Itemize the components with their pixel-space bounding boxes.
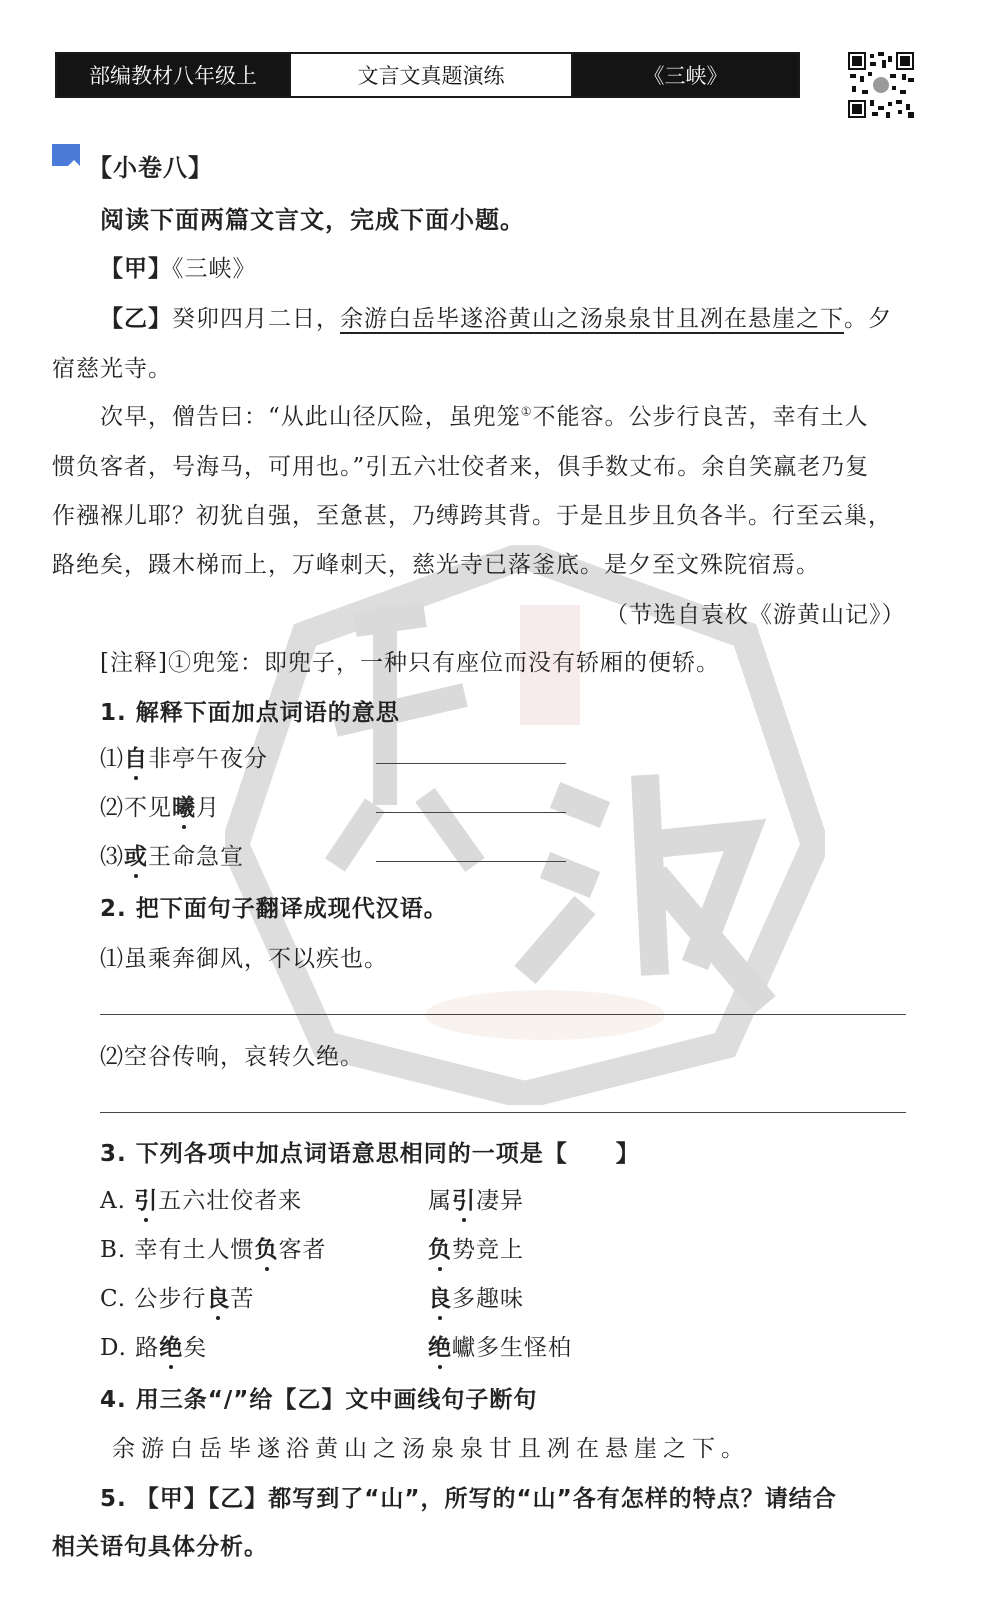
option-text: 势竞上 — [452, 1237, 524, 1263]
yi-p2-l1-a: 次早，僧告曰：“从此山径仄险，虽兜笼 — [100, 404, 521, 430]
answer-line[interactable] — [376, 812, 566, 813]
footnote-label: [注释] — [100, 650, 168, 676]
footnote-text: ①兜笼：即兜子，一种只有座位而没有轿厢的便轿。 — [167, 650, 720, 676]
q3-title: 3. 下列各项中加点词语意思相同的一项是【 】 — [100, 1141, 640, 1167]
option-label: C. — [100, 1286, 135, 1312]
footnote-marker: ① — [520, 404, 533, 419]
header-lesson: 《三峡》 — [573, 54, 798, 96]
dotted-word: 曦 — [172, 795, 196, 821]
jia-heading — [100, 250, 257, 283]
yi-source: （节选自袁枚《游黄山记》） — [605, 602, 906, 628]
option-text: 五六壮佼者来 — [158, 1188, 303, 1214]
q3-option-c-left — [100, 1280, 254, 1313]
bookmark-tag-icon — [52, 144, 80, 166]
q1-item-num: ⑴ — [100, 746, 124, 772]
q3-option-c-right — [428, 1280, 524, 1313]
option-text: 凄异 — [476, 1188, 524, 1214]
yi-p1-a: 癸卯四月二日， — [172, 306, 340, 332]
q3-option-d-left — [100, 1329, 207, 1362]
yi-para1-line2: 宿慈光寺。 — [52, 356, 172, 382]
watermark-seal-icon — [225, 545, 825, 1105]
dotted-word: 负 — [254, 1237, 279, 1263]
option-text: 苦 — [230, 1286, 255, 1312]
q5-title-line2: 相关语句具体分析。 — [52, 1534, 268, 1560]
answer-line[interactable] — [376, 763, 566, 764]
q4-title: 4. 用三条“/”给【乙】文中画线句子断句 — [100, 1387, 538, 1413]
q3-option-a-left — [100, 1182, 302, 1215]
yi-para2-line1 — [100, 398, 869, 431]
q2-item-2: ⑵空谷传响，哀转久绝。 — [100, 1044, 364, 1070]
option-text: 多趣味 — [452, 1286, 524, 1312]
header-grade: 部编教材八年级上 — [57, 54, 289, 96]
header-bar — [55, 52, 800, 98]
dotted-word: 引 — [134, 1188, 159, 1214]
q1-item-num: ⑵ — [100, 795, 124, 821]
q1-item-3 — [100, 838, 244, 871]
section-title: 【小卷八】 — [88, 154, 213, 182]
yi-para2-line2: 惯负客者，号海马，可用也。”引五六壮佼者来，俱手数丈布。余自笑羸老乃复 — [52, 454, 870, 480]
q1-title: 1. 解释下面加点词语的意思 — [100, 700, 400, 726]
q3-option-b-left — [100, 1231, 327, 1264]
q1-item-text: 非亭午夜分 — [148, 746, 268, 772]
option-text: 幸有土人惯 — [134, 1237, 255, 1263]
q1-item-text: 不见 — [124, 795, 172, 821]
q5-title-line1: 5. 【甲】【乙】都写到了“山”，所写的“山”各有怎样的特点？请结合 — [100, 1486, 837, 1512]
q4-sentence: 余游白岳毕遂浴黄山之汤泉泉甘且冽在悬崖之下。 — [112, 1436, 750, 1462]
q2-title: 2. 把下面句子翻译成现代汉语。 — [100, 896, 448, 922]
yi-p1-b: 。夕 — [844, 306, 892, 332]
q1-item-num: ⑶ — [100, 844, 124, 870]
option-label: A. — [100, 1188, 135, 1214]
answer-line[interactable] — [376, 861, 566, 862]
q3-option-b-right — [428, 1231, 524, 1264]
option-text: 公步行 — [134, 1286, 207, 1312]
option-text: 路 — [135, 1335, 160, 1361]
q3-option-d-right — [428, 1329, 572, 1362]
instruction: 阅读下面两篇文言文，完成下面小题。 — [100, 206, 525, 234]
dotted-word: 或 — [124, 844, 148, 870]
q1-item-2 — [100, 789, 220, 822]
dotted-word: 自 — [124, 746, 148, 772]
option-text: 巘多生怪柏 — [452, 1335, 572, 1361]
qr-code-icon — [848, 52, 914, 118]
jia-title: 《三峡》 — [172, 256, 257, 282]
dotted-word: 负 — [428, 1237, 452, 1263]
option-text: 客者 — [278, 1237, 327, 1263]
option-label: D. — [100, 1335, 136, 1361]
option-text: 属 — [428, 1188, 452, 1214]
yi-para2-line3: 作襁褓儿耶？初犹自强，至惫甚，乃缚跨其背。于是且步且负各半。行至云巢， — [52, 503, 892, 529]
dotted-word: 绝 — [428, 1335, 452, 1361]
answer-line[interactable] — [100, 1112, 906, 1113]
q2-item-1: ⑴虽乘奔御风，不以疾也。 — [100, 946, 388, 972]
header-topic: 文言文真题演练 — [289, 54, 573, 96]
option-label: B. — [100, 1237, 135, 1263]
dotted-word: 引 — [452, 1188, 476, 1214]
footnote — [100, 644, 720, 677]
yi-tag: 【乙】 — [100, 306, 172, 332]
answer-line[interactable] — [100, 1014, 906, 1015]
yi-p2-l1-b: 不能容。公步行良苦，幸有土人 — [532, 404, 869, 430]
yi-underlined-sentence: 余游白岳毕遂浴黄山之汤泉泉甘且冽在悬崖之下 — [340, 306, 844, 332]
jia-tag: 【甲】 — [100, 256, 172, 282]
q1-item-1 — [100, 740, 268, 773]
dotted-word: 良 — [428, 1286, 452, 1312]
dotted-word: 绝 — [159, 1335, 184, 1361]
yi-para2-line4: 路绝矣，蹑木梯而上，万峰刺天，慈光寺已落釜底。是夕至文殊院宿焉。 — [52, 552, 820, 578]
option-text: 矣 — [183, 1335, 208, 1361]
yi-para1-line1 — [100, 300, 892, 333]
q1-item-text: 王命急宣 — [148, 844, 244, 870]
dotted-word: 良 — [206, 1286, 231, 1312]
q3-option-a-right — [428, 1182, 524, 1215]
q1-item-text: 月 — [196, 795, 220, 821]
